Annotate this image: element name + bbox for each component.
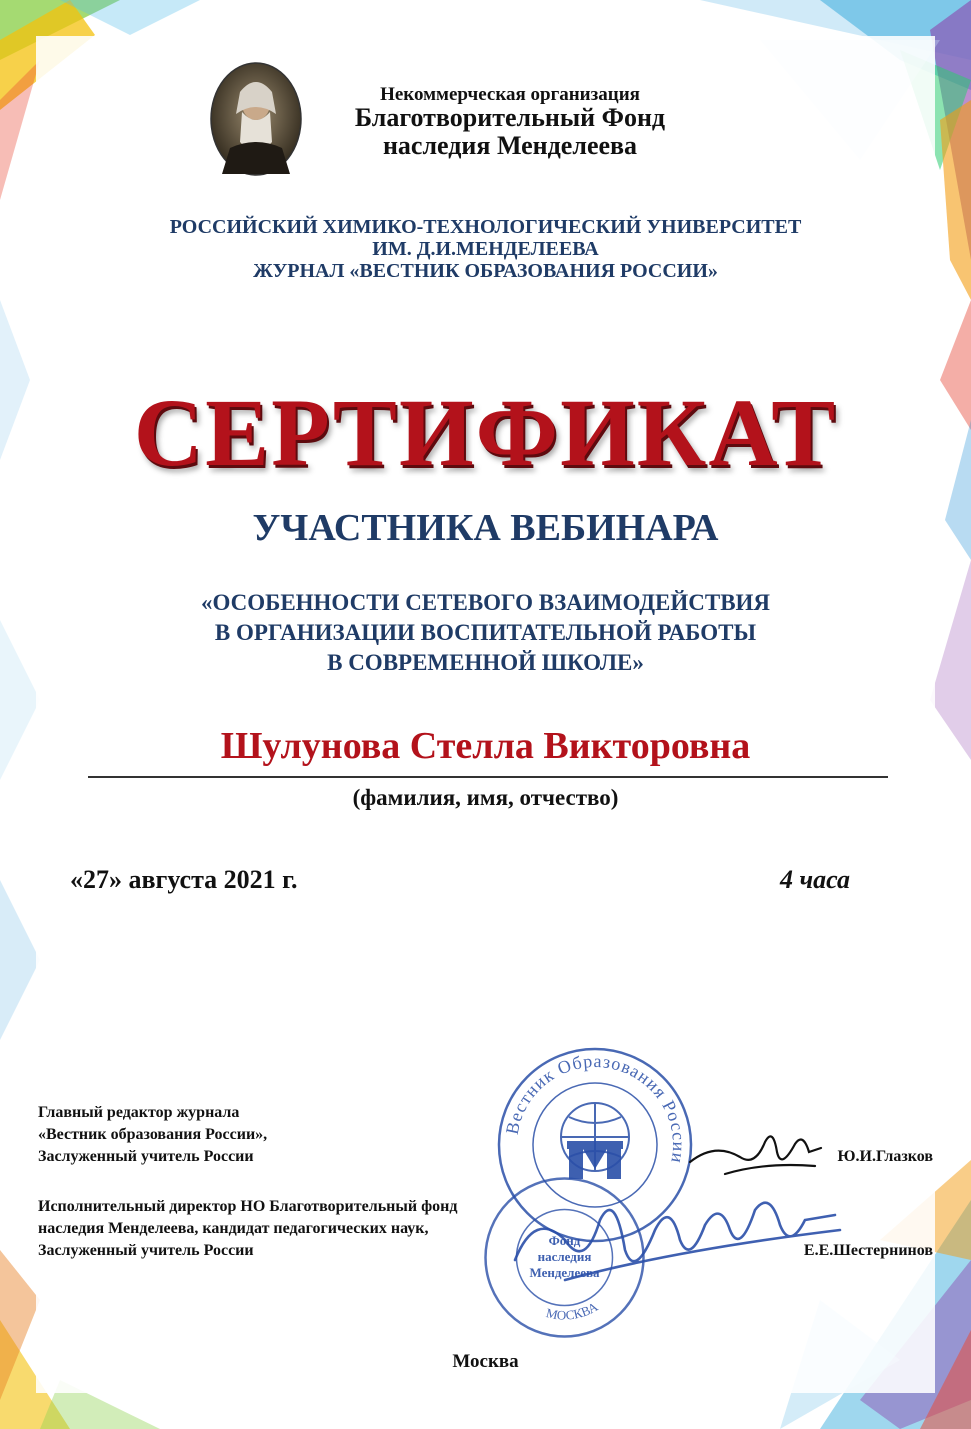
recipient-caption: (фамилия, имя, отчество) bbox=[352, 785, 619, 810]
webinar-topic-line-1: «ОСОБЕННОСТИ СЕТЕВОГО ВЗАИМОДЕЙСТВИЯ bbox=[200, 590, 771, 615]
recipient-underline bbox=[88, 776, 888, 778]
mendeleev-portrait-image bbox=[210, 62, 302, 176]
university-line-2: ИМ. Д.И.МЕНДЕЛЕЕВА bbox=[372, 238, 599, 260]
signatory-2-title-line-3: Заслуженный учитель России bbox=[38, 1242, 254, 1259]
svg-text:Вестник Образования России: Вестник Образования России bbox=[501, 1050, 690, 1166]
recipient-name: Шулунова Стелла Викторовна bbox=[220, 725, 751, 767]
signatory-2-title-line-2: наследия Менделеева, кандидат педагогических наук, bbox=[38, 1220, 429, 1237]
signatory-1-title-line-2: «Вестник образования России», bbox=[38, 1126, 268, 1143]
university-line-1: РОССИЙСКИЙ ХИМИКО-ТЕХНОЛОГИЧЕСКИЙ УНИВЕРСИТЕТ bbox=[169, 216, 802, 238]
signatory-1-title-line-3: Заслуженный учитель России bbox=[38, 1148, 254, 1165]
webinar-topic-line-2: В ОРГАНИЗАЦИИ ВОСПИТАТЕЛЬНОЙ РАБОТЫ bbox=[214, 620, 757, 645]
signatory-2-name: Е.Е.Шестернинов bbox=[803, 1242, 933, 1259]
org-line-2: Благотворительный Фонд bbox=[354, 103, 666, 132]
signatory-1-name: Ю.И.Глазков bbox=[837, 1148, 933, 1165]
org-line-1: Некоммерческая организация bbox=[380, 84, 640, 105]
certificate-date: «27» августа 2021 г. bbox=[70, 865, 298, 894]
fund-stamp-line-1: Фонд bbox=[548, 1233, 581, 1248]
signatory-2-title-line-1: Исполнительный директор НО Благотворительный фонд bbox=[38, 1198, 458, 1215]
shesterninov-signature bbox=[505, 1170, 850, 1300]
fund-stamp-line-2: наследия bbox=[537, 1249, 592, 1264]
city: Москва bbox=[452, 1351, 519, 1372]
webinar-hours: 4 часа bbox=[779, 865, 850, 894]
org-line-3: наследия Менделеева bbox=[382, 131, 638, 160]
certificate-title: СЕРТИФИКАТ bbox=[133, 379, 838, 486]
signatory-1-title-line-1: Главный редактор журнала bbox=[38, 1104, 240, 1121]
svg-text:МОСКВА: МОСКВА bbox=[544, 1298, 601, 1323]
journal-line: ЖУРНАЛ «ВЕСТНИК ОБРАЗОВАНИЯ РОССИИ» bbox=[253, 260, 718, 282]
fund-stamp-line-3: Менделеева bbox=[529, 1265, 600, 1280]
certificate-subtitle: УЧАСТНИКА ВЕБИНАРА bbox=[252, 507, 719, 549]
webinar-topic-line-3: В СОВРЕМЕННОЙ ШКОЛЕ» bbox=[327, 650, 644, 675]
